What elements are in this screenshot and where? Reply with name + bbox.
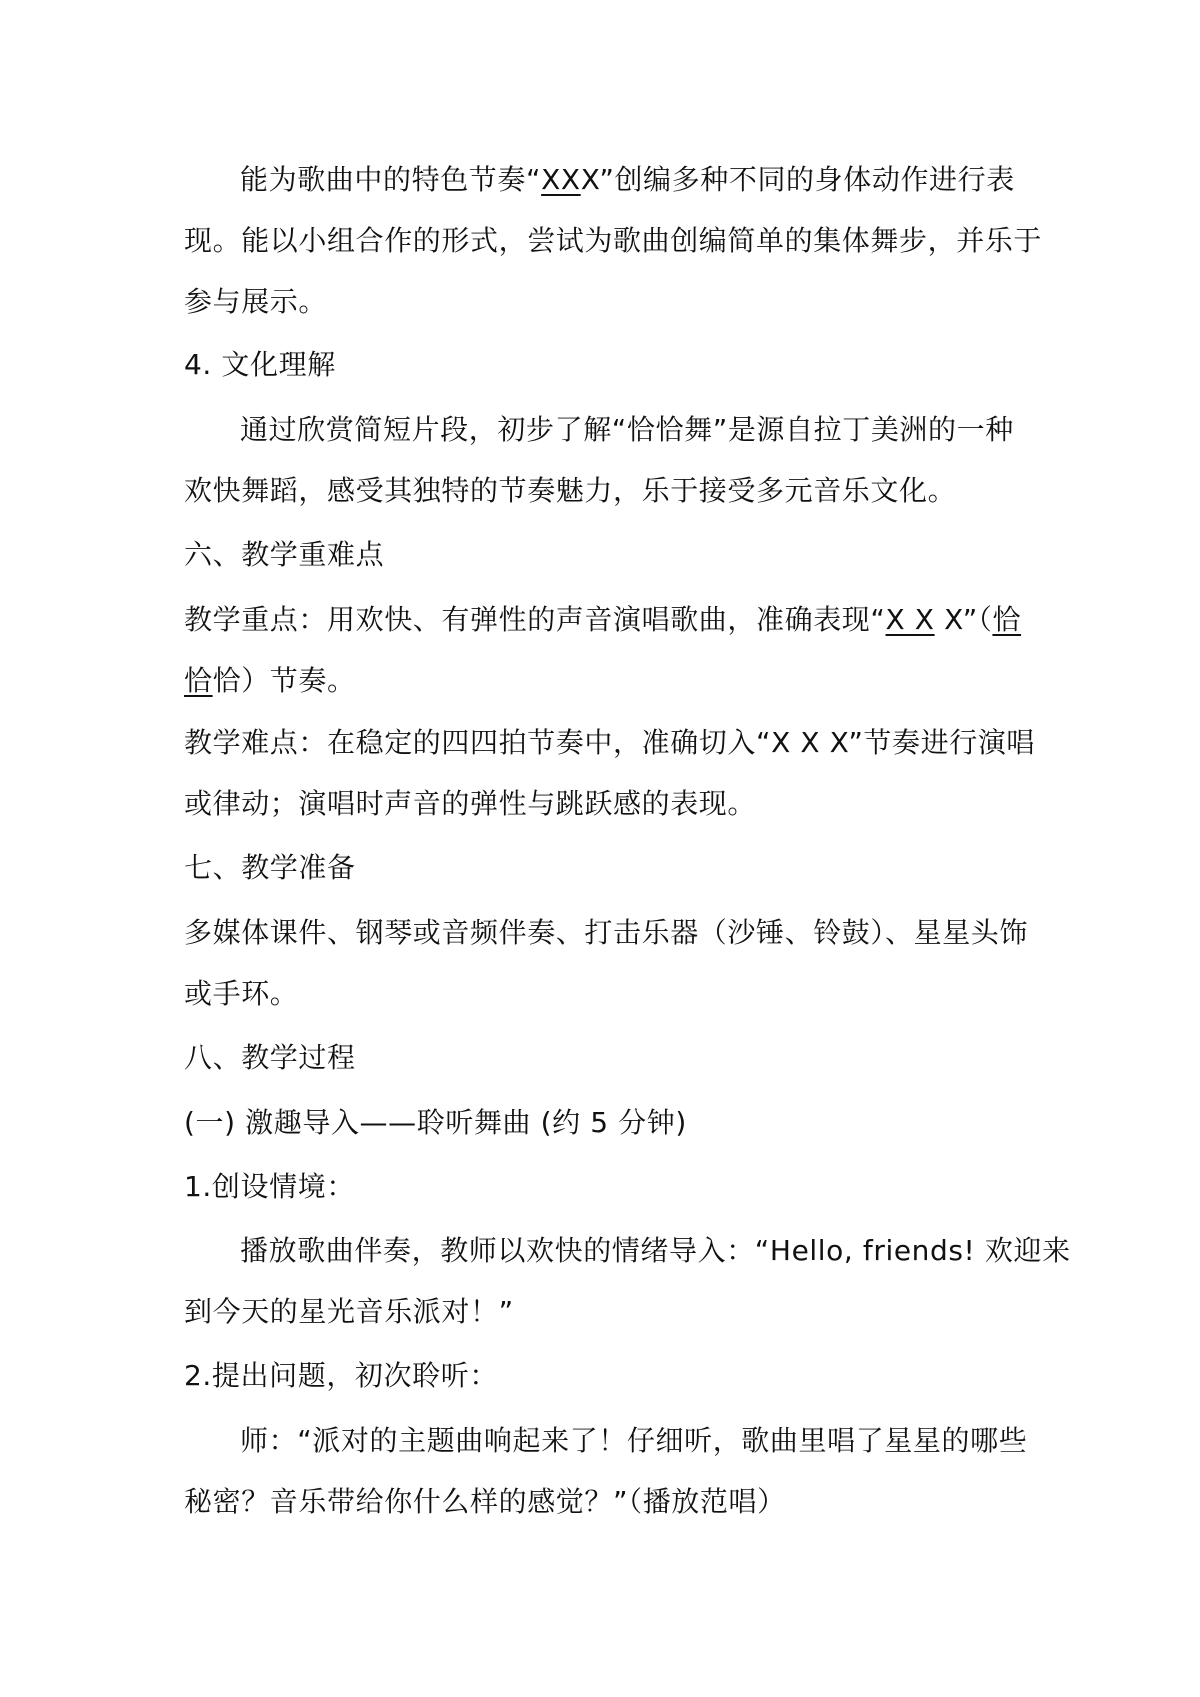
section-heading-culture: 4. 文化理解	[184, 348, 336, 381]
paragraph-line: 现。能以小组合作的形式，尝试为歌曲创编简单的集体舞步，并乐于	[184, 224, 1043, 257]
underlined-rhythm: XX	[541, 163, 581, 196]
difficulty-line: 教学难点：在稳定的四四拍节奏中，准确切入“X X X”节奏进行演唱	[184, 726, 1036, 759]
paragraph-line: 参与展示。	[184, 285, 328, 318]
step-heading: 1.创设情境：	[184, 1170, 355, 1203]
paragraph-line: 通过欣赏简短片段，初步了解“恰恰舞”是源自拉丁美洲的一种	[240, 413, 1014, 446]
section-heading-preparation: 七、教学准备	[184, 851, 356, 884]
paragraph-line	[240, 160, 1015, 200]
text-run: 教学重点：用欢快、有弹性的声音演唱歌曲，准确表现“	[184, 603, 886, 636]
text-run: 恰）节奏。	[212, 664, 356, 697]
subsection-heading: (一) 激趣导入——聆听舞曲 (约 5 分钟)	[184, 1106, 687, 1139]
paragraph-line: 或手环。	[184, 977, 299, 1010]
difficulty-line: 或律动；演唱时声音的弹性与跳跃感的表现。	[184, 787, 757, 820]
paragraph-line: 到今天的星光音乐派对！”	[184, 1295, 514, 1328]
section-heading-process: 八、教学过程	[184, 1041, 356, 1074]
text-run: 能为歌曲中的特色节奏“	[240, 163, 542, 196]
text-run: X”创编多种不同的身体动作进行表	[580, 163, 1015, 196]
paragraph-line: 师：“派对的主题曲响起来了！仔细听，歌曲里唱了星星的哪些	[240, 1424, 1028, 1457]
paragraph-line: 秘密？音乐带给你什么样的感觉？”（播放范唱）	[184, 1485, 786, 1518]
underlined-rhythm: X X	[885, 603, 935, 636]
underlined-syllable: 恰	[184, 664, 213, 697]
paragraph-line: 欢快舞蹈，感受其独特的节奏魅力，乐于接受多元音乐文化。	[184, 474, 957, 507]
key-point-line	[184, 600, 1021, 640]
step-heading: 2.提出问题，初次聆听：	[184, 1359, 498, 1392]
section-heading-key-points: 六、教学重难点	[184, 538, 385, 571]
key-point-line	[184, 661, 356, 701]
paragraph-line: 播放歌曲伴奏，教师以欢快的情绪导入：“Hello, friends! 欢迎来	[240, 1234, 1071, 1267]
text-run: X”（	[934, 603, 993, 636]
underlined-syllable: 恰	[992, 603, 1022, 636]
paragraph-line: 多媒体课件、钢琴或音频伴奏、打击乐器（沙锤、铃鼓）、星星头饰	[184, 916, 1029, 949]
